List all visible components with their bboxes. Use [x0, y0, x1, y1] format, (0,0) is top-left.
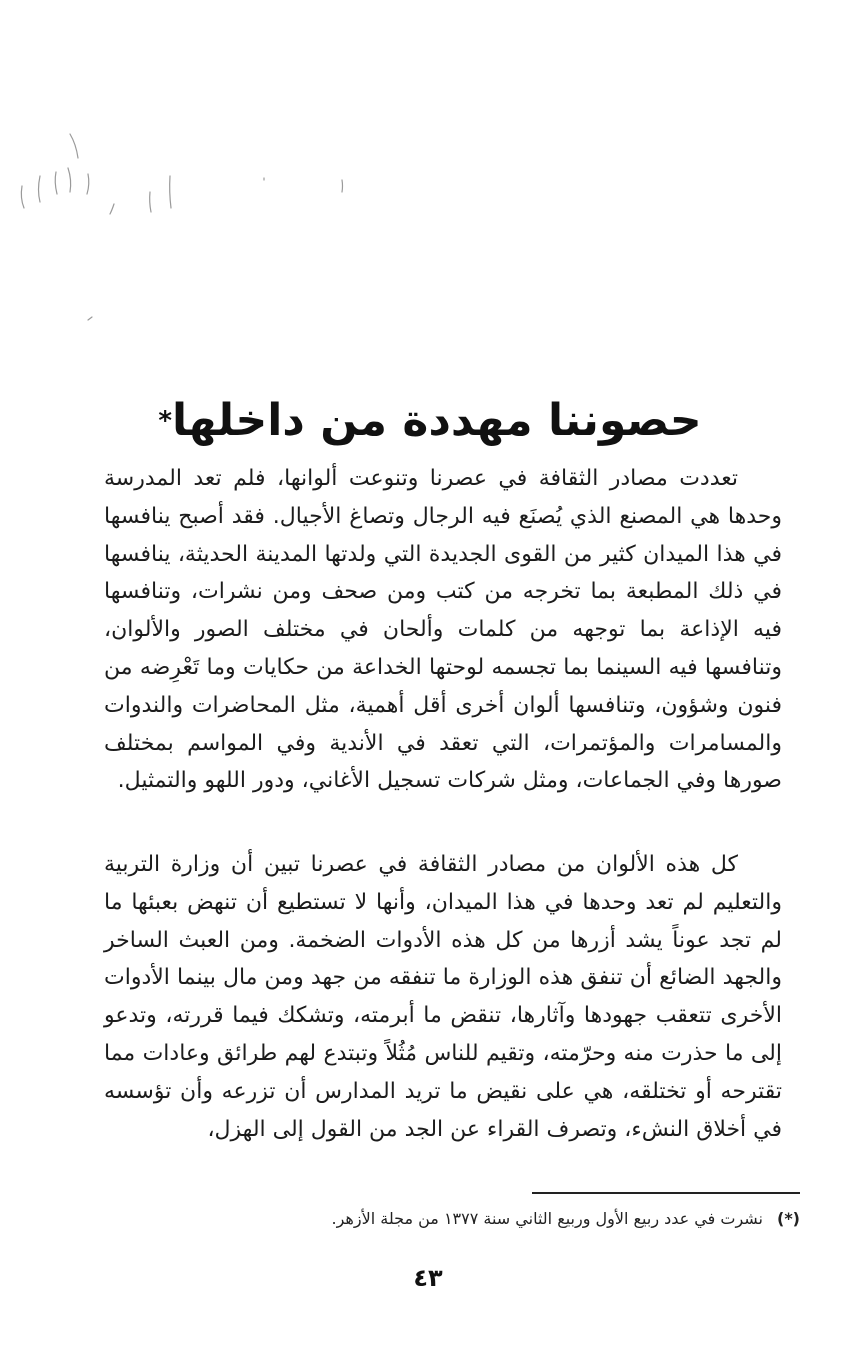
footnote-text: نشرت في عدد ربيع الأول وربيع الثاني سنة ١٣٧٧ من مجلة الأزهر.: [331, 1209, 763, 1228]
paragraph-2: كل هذه الألوان من مصادر الثقافة في عصرنا تبين أن وزارة التربية والتعليم لم تعد وحدها في هذا الميدان، وأنها لا تستطيع أن تنهض بعبئها ما لم تجد عوناً يشد أزرها من كل هذه الأدوات الضخمة. ومن العبث الساخر والجهد الضائع أن تنفق هذه الوزارة ما تنفقه من جهد ومن مال بينما الأدوات الأخرى تتعقب جهودها وآثارها، تنقض ما أبرمته، وتشكك فيما قررته، وتدعو إلى ما حذرت منه وحرّمته، وتقيم للناس مُثُلاً وتبتدع لهم طرائق وعادات مما تقترحه أو تختلقه، هي على نقيض ما تريد المدارس أن تزرعه وأن تؤسسه في أخلاق النشء، وتصرف القراء عن الجد من القول إلى الهزل،: [104, 852, 782, 1142]
title-text: حصوننا مهددة من داخلها: [171, 395, 702, 447]
footnote-marker: (*): [777, 1209, 800, 1228]
scan-bleed-marks: [10, 120, 370, 350]
paragraph-1: تعددت مصادر الثقافة في عصرنا وتنوعت ألوانها، فلم تعد المدرسة وحدها هي المصنع الذي يُصنَع فيه الرجال وتصاغ الأجيال. فقد أصبح ينافسها في هذا الميدان كثير من القوى الجديدة التي ولدتها المدينة الحديثة، ينافسها في ذلك المطبعة بما تخرجه من كتب ومن صحف ومن نشرات، وتنافسها فيه الإذاعة بما توجهه من كلمات وألحان في مختلف الصور والألوان، وتنافسها فيه السينما بما تجسمه لوحتها الخداعة من حكايات وما تَعْرِضه من فنون وشؤون، وتنافسها ألوان أخرى أقل أهمية، مثل المحاضرات والندوات والمسامرات والمؤتمرات، التي تعقد في الأندية وفي المواسم بمختلف صورها وفي الجماعات، ومثل شركات تسجيل الأغاني، ودور اللهو والتمثيل.: [104, 466, 782, 794]
article-title: [0, 391, 856, 451]
footnote: [200, 1206, 800, 1232]
footnote-divider: [532, 1192, 800, 1194]
page-number: ٤٣: [413, 1264, 443, 1292]
title-footnote-marker: *: [158, 406, 172, 437]
